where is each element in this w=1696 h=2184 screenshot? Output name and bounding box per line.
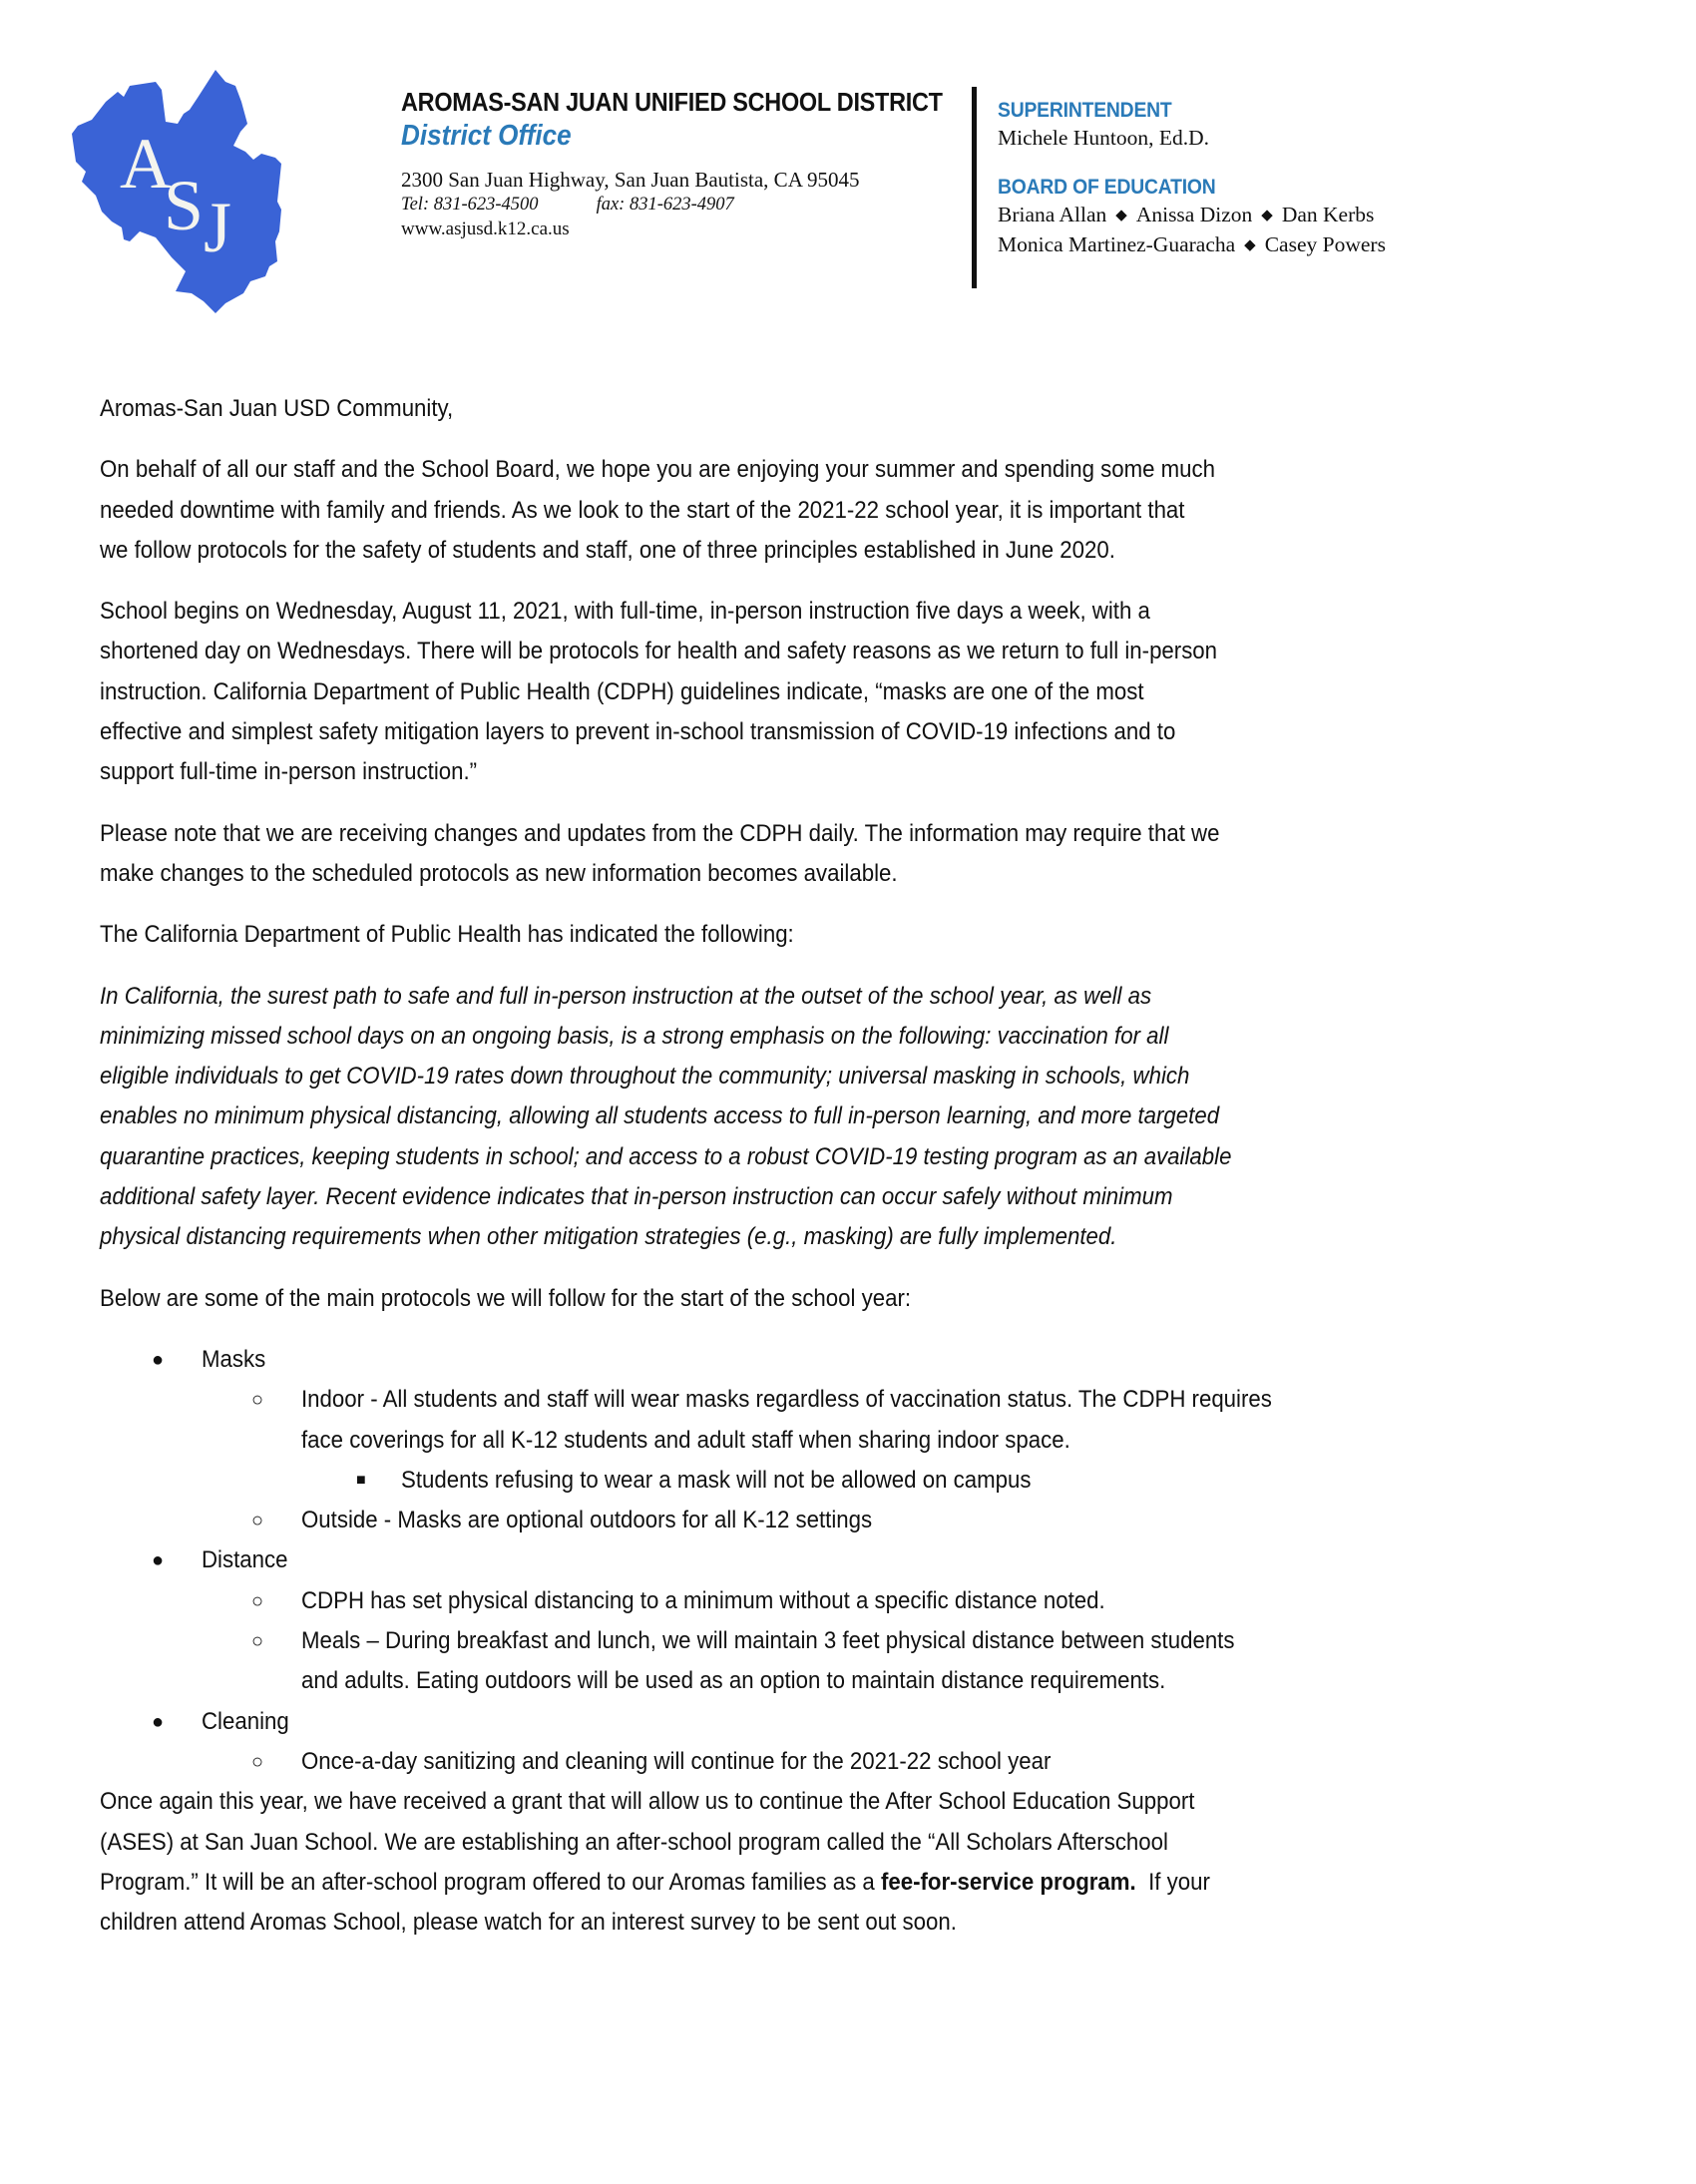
- board-members-line-2: [998, 230, 1516, 260]
- superintendent-name: Michele Huntoon, Ed.D.: [998, 126, 1209, 150]
- diamond-separator-icon: ◆: [1244, 237, 1256, 253]
- list-item-masks: ● Masks: [100, 1340, 1536, 1380]
- list-item-masks-refusal: ■ Students refusing to wear a mask will not be allowed on campus: [100, 1461, 1536, 1501]
- board-members-line-1: [998, 201, 1516, 230]
- bullet-icon: ●: [152, 1710, 165, 1733]
- list-item-cleaning-daily: ○ Once-a-day sanitizing and cleaning will continue for the 2021-22 school year: [100, 1742, 1536, 1782]
- fax-number: fax: 831-623-4907: [596, 195, 734, 215]
- superintendent-heading: SUPERINTENDENT: [998, 99, 1172, 122]
- list-item-distance-meals: ○ Meals – During breakfast and lunch, we will maintain 3 feet physical distance between students and adults. Eating outdoors will be used as an option to maintain distance requirements.: [100, 1621, 1536, 1702]
- protocols-list: [100, 1340, 1536, 1782]
- protocols-intro: Below are some of the main protocols we will follow for the start of the school year:: [100, 1284, 912, 1312]
- circle-bullet-icon: ○: [251, 1389, 264, 1412]
- district-logo: [66, 62, 295, 316]
- paragraph-welcome: On behalf of all our staff and the School Board, we hope you are enjoying your summer and spending some much needed downtime with family and friends. As we look to the start of the 2021-22 school year, it is important that we follow protocols for the safety of students and staff, one of three principles established in June 2020.: [100, 456, 1216, 564]
- fee-for-service-emphasis: fee-for-service program.: [880, 1868, 1136, 1896]
- paragraph-school-start: School begins on Wednesday, August 11, 2021, with full-time, in-person instruction five days a week, with a shortened day on Wednesdays. There will be protocols for health and safety reasons as we return to full in-person instruction. California Department of Public Health (CDPH) guidelines indicate, “masks are one of the most effective and simplest safety mitigation layers to prevent in-school transmission of COVID-19 infections and to support full-time in-person instruction.”: [100, 598, 1218, 786]
- bullet-icon: ●: [152, 1549, 165, 1572]
- paragraph-updates: Please note that we are receiving changes and updates from the CDPH daily. The information may require that we make changes to the scheduled protocols as new information becomes available.: [100, 819, 1220, 887]
- list-item-distance-cdph: ○ CDPH has set physical distancing to a minimum without a specific distance noted.: [100, 1581, 1536, 1621]
- circle-bullet-icon: ○: [251, 1750, 264, 1773]
- list-item-masks-indoor: ○ Indoor - All students and staff will wear masks regardless of vaccination status. The CDPH requires face coverings for all K-12 students and adult staff when sharing indoor space.: [100, 1380, 1536, 1461]
- board-member: Monica Martinez-Guaracha: [998, 232, 1236, 256]
- letterhead-divider: [972, 87, 977, 288]
- bullet-icon: ●: [152, 1348, 165, 1371]
- circle-bullet-icon: ○: [251, 1589, 264, 1612]
- district-contact: [401, 193, 970, 217]
- board-member: Dan Kerbs: [1281, 203, 1375, 226]
- district-website-link[interactable]: www.asjusd.k12.ca.us: [401, 218, 570, 239]
- district-info: [401, 88, 970, 242]
- board-info: [998, 98, 1516, 260]
- asj-map-logo-icon: [66, 62, 295, 316]
- phone-number: Tel: 831-623-4500: [401, 195, 539, 215]
- diamond-separator-icon: ◆: [1115, 208, 1127, 223]
- list-item-masks-outside: ○ Outside - Masks are optional outdoors for all K-12 settings: [100, 1501, 1536, 1540]
- board-member: Briana Allan: [998, 203, 1107, 226]
- circle-bullet-icon: ○: [251, 1510, 264, 1532]
- cdph-quote: In California, the surest path to safe and full in-person instruction at the outset of the school year, as well as minimizing missed school days on an ongoing basis, is a strong emphasis on the following: vaccination for all eligible individuals to get COVID-19 rates down throughout the community; universal masking in schools, which enables no minimum physical distancing, allowing all students access to full in-person learning, and more targeted quarantine practices, keeping students in school; and access to a robust COVID-19 testing program as an available additional safety layer. Recent evidence indicates that in-person instruction can occur safely without minimum physical distancing requirements when other mitigation strategies (e.g., masking) are fully implemented.: [100, 982, 1232, 1251]
- board-heading: BOARD OF EDUCATION: [998, 176, 1216, 199]
- paragraph-cdph-intro: The California Department of Public Health has indicated the following:: [100, 921, 794, 949]
- district-address: 2300 San Juan Highway, San Juan Bautista, CA 95045: [401, 168, 860, 192]
- logo-letter-a: A: [120, 124, 172, 204]
- office-name: District Office: [401, 120, 572, 152]
- district-name: AROMAS-SAN JUAN UNIFIED SCHOOL DISTRICT: [401, 89, 943, 117]
- board-member: Casey Powers: [1264, 232, 1386, 256]
- list-item-distance: ● Distance: [100, 1540, 1536, 1580]
- board-member: Anissa Dizon: [1135, 203, 1253, 226]
- logo-letter-j: J: [204, 188, 232, 267]
- logo-letter-s: S: [164, 166, 205, 245]
- circle-bullet-icon: ○: [251, 1630, 264, 1653]
- salutation: Aromas-San Juan USD Community,: [100, 395, 454, 422]
- paragraph-afterschool: Once again this year, we have received a grant that will allow us to continue the After School Education Support (ASES) at San Juan School. We are establishing an after-school program called the “All Scholars Afterschool Program.” It will be an after-school program offered to our Aromas families as a fee-for-service program. If your children attend Aromas School, please watch for an interest survey to be sent out soon.: [100, 1788, 1210, 1937]
- list-item-cleaning: ● Cleaning: [100, 1702, 1536, 1742]
- diamond-separator-icon: ◆: [1261, 208, 1273, 223]
- letter-body: [100, 389, 1536, 1943]
- square-bullet-icon: ■: [356, 1471, 366, 1489]
